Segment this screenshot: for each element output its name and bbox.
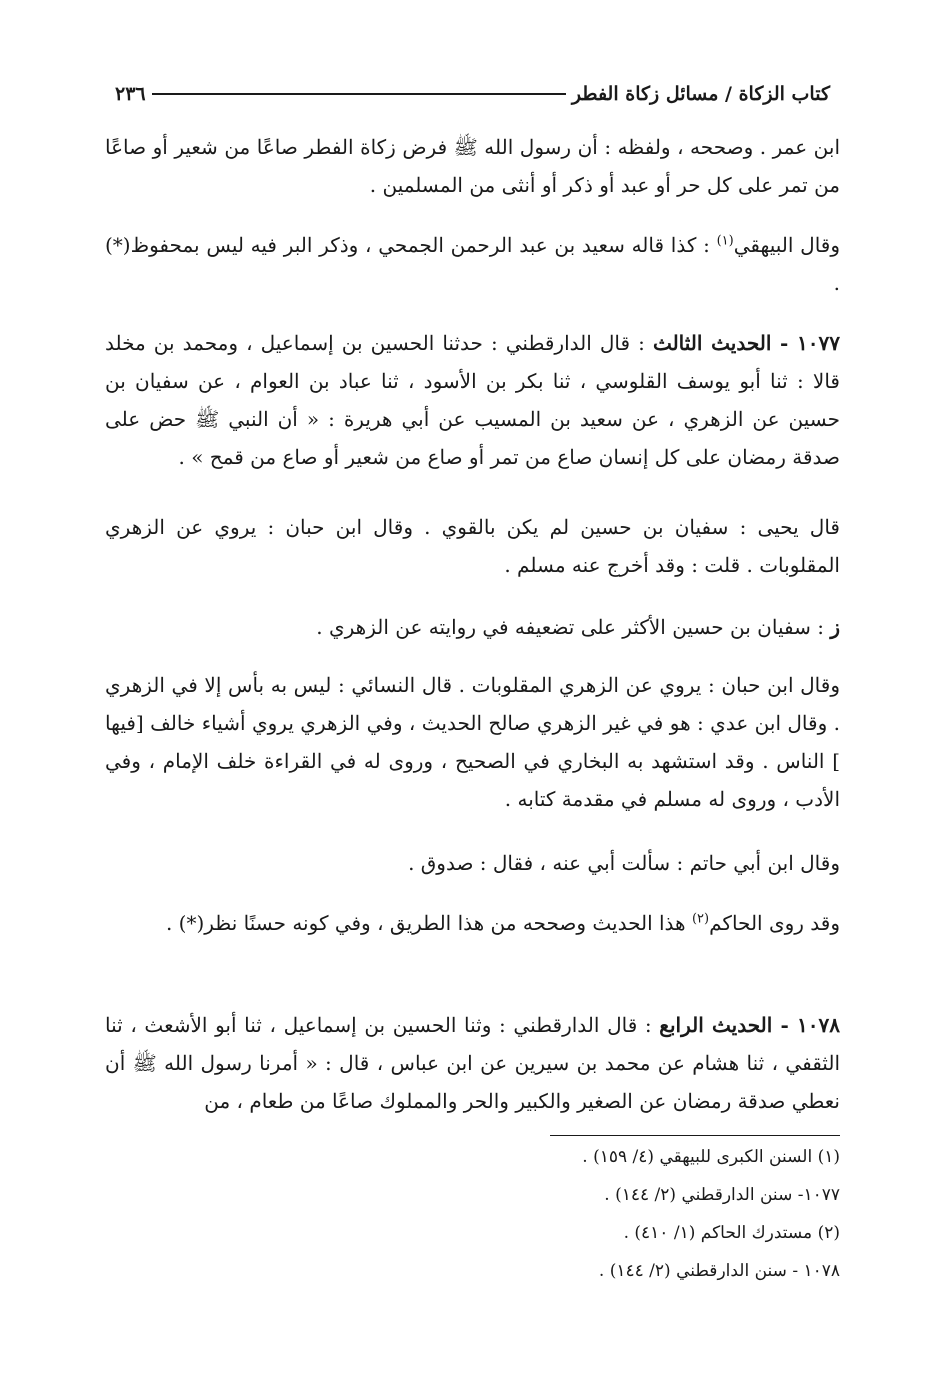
paragraph-1: ابن عمر . وصححه ، ولفظه : أن رسول الله ﷺ فرض زكاة الفطر صاعًا من شعير أو صاعًا من تمر على كل حر أو عبد أو ذكر أو أنثى من المسلمين . xyxy=(105,135,840,197)
hadith-1078-text: : قال الدارقطني : وثنا الحسين بن إسماعيل ، ثنا أبو الأشعث ، ثنا الثقفي ، ثنا هشام عن محمد بن سيرين عن ابن عباس ، قال : « أمرنا رسول الله ﷺ أن نعطي صدقة رمضان عن الصغير والكبير والحر والمملوك صاعًا من طعام ، من xyxy=(105,1013,840,1113)
header-title: كتاب الزكاة / مسائل زكاة الفطر xyxy=(571,83,830,105)
hadith-1078 xyxy=(105,1006,840,1120)
footnote-ref-2: (٢) xyxy=(691,911,710,927)
footnote-2: (٢) مستدرك الحاكم (١/ ٤١٠) . xyxy=(623,1223,840,1243)
paragraph-6: وقال ابن حبان : يروي عن الزهري المقلوبات . قال النسائي : ليس به بأس إلا في الزهري . وقال ابن عدي : هو في غير الزهري صالح الحديث ، وفي الزهري يروي أشياء خالف [فيها ] الناس . وقد استشهد به البخاري في الصحيح ، وروى له في القراءة خلف الإمام ، وفي الأدب ، وروى له مسلم في مقدمة كتابه . xyxy=(105,673,840,811)
hadith-1077-text: : قال الدارقطني : حدثنا الحسين بن إسماعيل ، ومحمد بن مخلد قالا : ثنا أبو يوسف القلوسي ، ثنا بكر بن الأسود ، ثنا عباد بن العوام ، عن سفيان بن حسين عن الزهري ، عن سعيد بن المسيب عن أبي هريرة : « أن النبي ﷺ حض على صدقة رمضان على كل إنسان صاع من تمر أو صاع من شعير أو صاع من قمح » . xyxy=(105,331,840,469)
footnote-1077: ١٠٧٧- سنن الدارقطني (٢/ ١٤٤) . xyxy=(604,1185,840,1205)
paragraph-4: قال يحيى : سفيان بن حسين لم يكن بالقوي . وقال ابن حبان : يروي عن الزهري المقلوبات . قلت : وقد أخرج عنه مسلم . xyxy=(105,515,840,577)
page-number: ٢٣٦ xyxy=(115,83,146,105)
running-header xyxy=(105,76,840,112)
paragraph-8-start: وقد روى الحاكم xyxy=(709,911,840,935)
header-rule xyxy=(152,93,566,95)
paragraph-7: وقال ابن أبي حاتم : سألت أبي عنه ، فقال : صدوق . xyxy=(408,851,840,875)
paragraph-2-start: وقال البيهقي xyxy=(733,233,841,257)
zawaid-mark: ز xyxy=(830,615,840,639)
paragraph-2-end: : كذا قاله سعيد بن عبد الرحمن الجمحي ، وذكر البر فيه ليس بمحفوظ(*) . xyxy=(105,233,840,295)
footnote-ref-1: (١) xyxy=(716,233,734,249)
hadith-1077-heading: ١٠٧٧ - الحديث الثالث xyxy=(652,331,840,355)
hadith-1078-heading: ١٠٧٨ - الحديث الرابع xyxy=(659,1013,841,1037)
hadith-1077 xyxy=(105,324,840,476)
paragraph-8 xyxy=(105,904,840,942)
footnote-1078: ١٠٧٨ - سنن الدارقطني (٢/ ١٤٤) . xyxy=(598,1261,840,1281)
footnote-separator xyxy=(550,1135,840,1136)
paragraph-5-text: : سفيان بن حسين الأكثر على تضعيفه في روايته عن الزهري . xyxy=(316,615,831,639)
paragraph-5 xyxy=(105,608,840,646)
paragraph-2 xyxy=(105,226,840,302)
paragraph-8-end: هذا الحديث وصححه من هذا الطريق ، وفي كونه حسنًا نظر(*) . xyxy=(165,911,692,935)
footnote-1: (١) السنن الكبرى للبيهقي (٤/ ١٥٩) . xyxy=(582,1147,840,1167)
